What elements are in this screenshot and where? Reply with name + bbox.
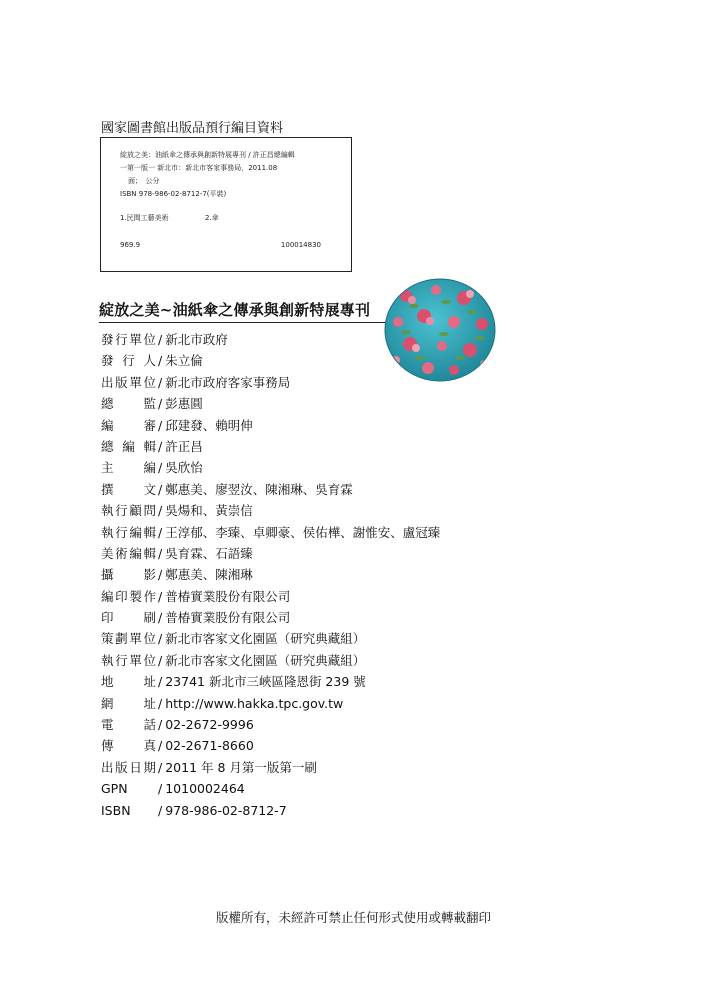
credit-separator: /: [158, 759, 163, 775]
cip-record-number: 100014830: [280, 241, 321, 249]
credit-separator: /: [158, 781, 163, 797]
credit-row: [101, 329, 521, 350]
credit-value: 鄭惠美、陳湘琳: [165, 567, 253, 583]
credit-label: 傳真: [101, 738, 156, 754]
credit-value: 邱建發、賴明伸: [165, 417, 253, 433]
credit-separator: /: [158, 524, 163, 540]
credit-row: [101, 778, 521, 799]
credit-row: [101, 735, 521, 756]
credit-value: 978-986-02-8712-7: [165, 802, 287, 818]
credit-value: 23741 新北市三峽區隆恩街 239 號: [165, 674, 366, 690]
credit-label: 策劃單位: [101, 631, 156, 647]
credit-row: [101, 350, 521, 371]
credit-row: [101, 415, 521, 436]
credit-label: 出版日期: [101, 759, 156, 775]
credit-label: 主編: [101, 460, 156, 476]
credit-value: 02-2671-8660: [165, 738, 254, 754]
credit-label: GPN: [101, 781, 128, 797]
credit-separator: /: [158, 695, 163, 711]
credit-value: 彭惠圓: [165, 396, 203, 412]
credit-separator: /: [158, 652, 163, 668]
credit-label: ISBN: [101, 802, 131, 818]
credit-label: 攝影: [101, 567, 156, 583]
credit-separator: /: [158, 438, 163, 454]
credit-separator: /: [158, 738, 163, 754]
credit-separator: /: [158, 503, 163, 519]
credit-row: [101, 607, 521, 628]
credit-label: 地址: [101, 674, 156, 690]
credit-value: 普椿實業股份有限公司: [165, 588, 291, 604]
credit-value: 1010002464: [165, 781, 245, 797]
credit-separator: /: [158, 481, 163, 497]
credit-value: 吳育霖、石語臻: [165, 545, 253, 561]
credit-label: 總編輯: [101, 438, 156, 454]
cip-subject-2: 2.傘: [205, 214, 219, 222]
credit-value: 新北市客家文化園區（研究典藏組）: [165, 652, 366, 668]
publication-title: 綻放之美~油紙傘之傳承與創新特展專刊: [99, 301, 371, 319]
credit-value: 朱立倫: [165, 353, 203, 369]
credit-value: 新北市客家文化園區（研究典藏組）: [165, 631, 366, 647]
credit-row: [101, 522, 521, 543]
cip-subject-1: 1.民間工藝美術: [120, 214, 169, 222]
credit-separator: /: [158, 332, 163, 347]
credit-value[interactable]: http://www.hakka.tpc.gov.tw: [165, 695, 344, 711]
credit-separator: /: [158, 674, 163, 690]
credit-label: 印刷: [101, 610, 156, 626]
credit-label: 發行單位: [101, 332, 156, 347]
credit-row: [101, 586, 521, 607]
credit-row: [101, 671, 521, 692]
credit-row: [101, 693, 521, 714]
credit-row: [101, 372, 521, 393]
credit-row: [101, 628, 521, 649]
credit-label: 美術編輯: [101, 545, 156, 561]
cip-record-box: [100, 137, 352, 272]
credit-separator: /: [158, 588, 163, 604]
credit-value: 鄭惠美、廖翌汝、陳湘琳、吳育霖: [165, 481, 353, 497]
credit-label: 電話: [101, 717, 156, 733]
cip-class-number: 969.9: [120, 241, 141, 249]
credit-separator: /: [158, 353, 163, 369]
credit-row: [101, 436, 521, 457]
credit-label: 執行單位: [101, 652, 156, 668]
credit-value: 普椿實業股份有限公司: [165, 610, 291, 626]
credit-separator: /: [158, 460, 163, 476]
credit-row: [101, 457, 521, 478]
credit-separator: /: [158, 374, 163, 390]
credit-label: 總監: [101, 396, 156, 412]
credit-value: 02-2672-9996: [165, 717, 254, 733]
credit-row: [101, 393, 521, 414]
credit-value: 許正昌: [165, 438, 203, 454]
credit-label: 執行編輯: [101, 524, 156, 540]
credit-value: 吳煬和、黃崇信: [165, 503, 253, 519]
copyright-notice: 版權所有，未經許可禁止任何形式使用或轉載翻印: [215, 910, 491, 925]
credit-separator: /: [158, 802, 163, 818]
cip-edition-line: 一第一版一 新北市：新北市客家事務局，2011.08: [120, 164, 278, 172]
credit-separator: /: [158, 567, 163, 583]
credit-separator: /: [158, 631, 163, 647]
credits-list: [101, 329, 521, 821]
credit-label: 網址: [101, 695, 156, 711]
credit-value: 2011 年 8 月第一版第一刷: [165, 759, 317, 775]
credit-row: [101, 714, 521, 735]
credit-label: 發行人: [101, 353, 156, 369]
credit-separator: /: [158, 717, 163, 733]
credit-label: 執行顧問: [101, 503, 156, 519]
credit-separator: /: [158, 610, 163, 626]
credit-label: 出版單位: [101, 374, 156, 390]
credit-row: [101, 757, 521, 778]
credit-row: [101, 543, 521, 564]
credit-row: [101, 500, 521, 521]
cip-heading: 國家圖書館出版品預行編目資料: [101, 121, 284, 136]
credit-label: 撰文: [101, 481, 156, 497]
credit-value: 新北市政府客家事務局: [165, 374, 291, 390]
credit-row: [101, 564, 521, 585]
credit-row: [101, 650, 521, 671]
credit-label: 編印製作: [101, 588, 156, 604]
credit-separator: /: [158, 545, 163, 561]
credit-value: 新北市政府: [165, 332, 228, 347]
credit-value: 王淳郁、李臻、卓卿豪、侯佑樺、謝惟安、盧冠臻: [165, 524, 441, 540]
cip-pages-line: 面； 公分: [128, 177, 160, 185]
cip-isbn-line: ISBN 978-986-02-8712-7(平裝): [120, 190, 227, 198]
credit-row: [101, 800, 521, 821]
credit-separator: /: [158, 396, 163, 412]
title-rule: [99, 322, 386, 323]
credit-separator: /: [158, 417, 163, 433]
credit-value: 吳欣怡: [165, 460, 203, 476]
credit-row: [101, 479, 521, 500]
cip-title-line: 綻放之美：油紙傘之傳承與創新特展專刊 / 許正昌總編輯: [120, 151, 295, 159]
credit-label: 編審: [101, 417, 156, 433]
